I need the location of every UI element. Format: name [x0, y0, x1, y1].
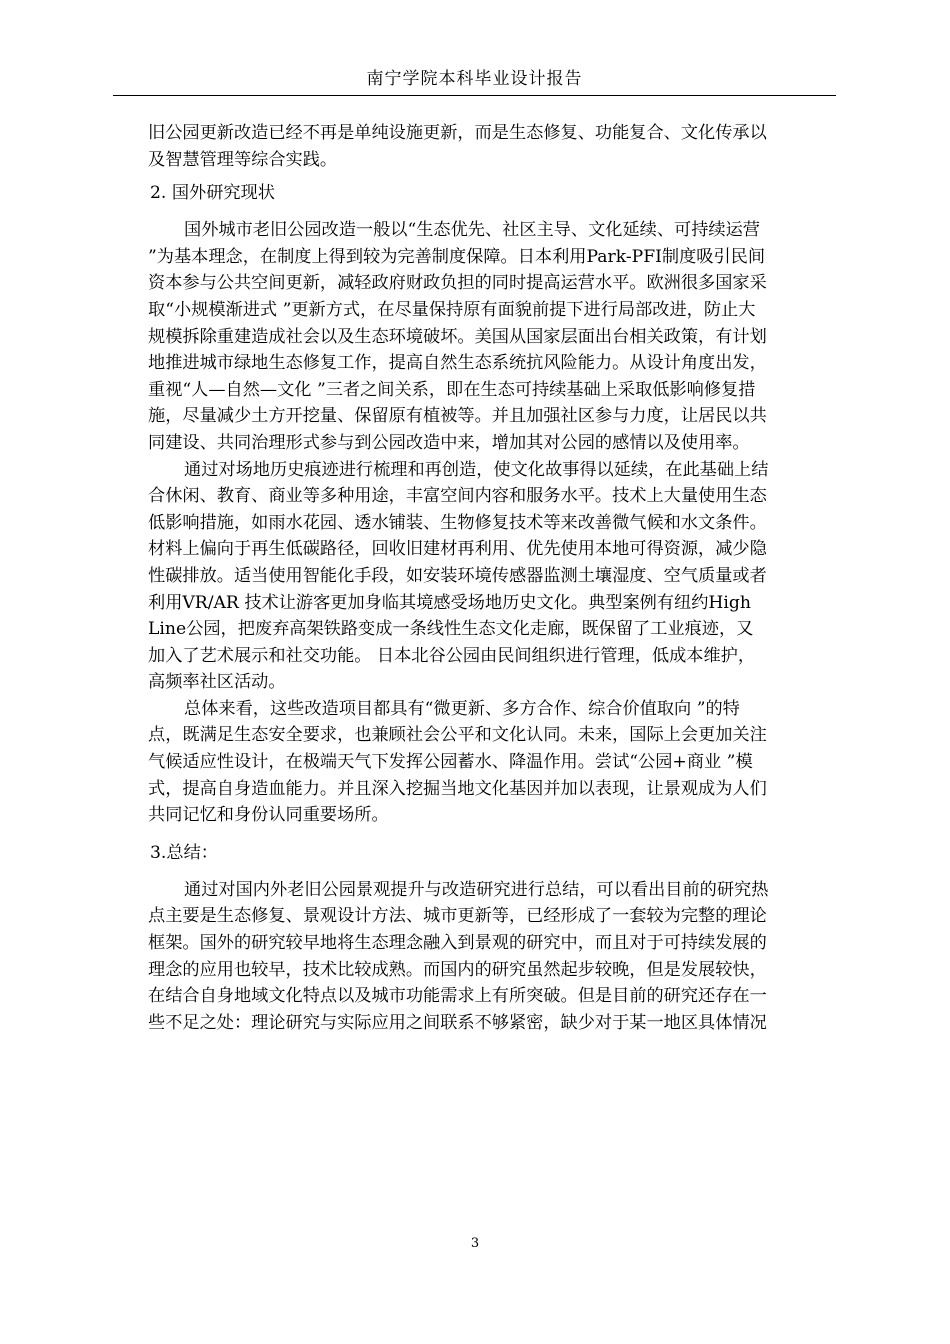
text-line: ”为基本理念，在制度上得到较为完善制度保障。日本利用Park-PFI制度吸引民间 — [148, 246, 766, 267]
text-line: 合休闲、教育、商业等多种用途，丰富空间内容和服务水平。技术上大量使用生态 — [148, 486, 767, 507]
text-line: 些不足之处：理论研究与实际应用之间联系不够紧密，缺少对于某一地区具体情况 — [148, 1012, 767, 1033]
text-line: 施，尽量减少土方开挖量、保留原有植被等。并且加强社区参与力度，让居民以共 — [148, 406, 767, 427]
text-line: 规模拆除重建造成社会以及生态环境破坏。美国从国家层面出台相关政策，有计划 — [148, 326, 767, 347]
section-heading-foreign-research: 2. 国外研究现状 — [150, 183, 275, 204]
text-line: 资本参与公共空间更新，减轻政府财政负担的同时提高运营水平。欧洲很多国家采 — [148, 273, 767, 294]
intro-paragraph — [148, 120, 848, 173]
text-line: 通过对场地历史痕迹进行梳理和再创造，使文化故事得以延续，在此基础上结 — [184, 459, 769, 480]
page-number: 3 — [470, 1236, 480, 1251]
text-line: 及智慧管理等综合实践。 — [148, 149, 338, 170]
text-line: 共同记忆和身份认同重要场所。 — [148, 805, 389, 826]
text-line: 加入了艺术展示和社交功能。 日本北谷公园由民间组织进行管理，低成本维护， — [148, 645, 756, 666]
text-line: 高频率社区活动。 — [148, 672, 286, 693]
text-line: 取“小规模渐进式 ”更新方式，在尽量保持原有面貌前提下进行局部改进，防止大 — [148, 299, 756, 320]
text-line: 式，提高自身造血能力。并且深入挖掘当地文化基因并加以表现，让景观成为人们 — [148, 778, 767, 799]
paragraph-foreign-summary — [148, 696, 848, 829]
text-line: 理念的应用也较早，技术比较成熟。而国内的研究虽然起步较晚，但是发展较快， — [148, 959, 767, 980]
text-line: 低影响措施，如雨水花园、透水铺装、生物修复技术等来改善微气候和水文条件。 — [148, 512, 767, 533]
text-line: 性碳排放。适当使用智能化手段，如安装环境传感器监测土壤湿度、空气质量或者 — [148, 565, 767, 586]
text-line: 通过对国内外老旧公园景观提升与改造研究进行总结，可以看出目前的研究热 — [184, 879, 769, 900]
text-line: 点，既满足生态安全要求，也兼顾社会公平和文化认同。未来，国际上会更加关注 — [148, 725, 767, 746]
text-line: 在结合自身地域文化特点以及城市功能需求上有所突破。但是目前的研究还存在一 — [148, 986, 767, 1007]
text-line: 同建设、共同治理形式参与到公园改造中来，增加其对公园的感情以及使用率。 — [148, 432, 750, 453]
page-header: 南宁学院本科毕业设计报告 — [113, 64, 836, 96]
text-line: 旧公园更新改造已经不再是单纯设施更新，而是生态修复、功能复合、文化传承以 — [148, 123, 767, 143]
text-line: 地推进城市绿地生态修复工作，提高自然生态系统抗风险能力。从设计角度出发， — [148, 353, 767, 374]
text-line: 气候适应性设计，在极端天气下发挥公园蓄水、降温作用。尝试“公园+商业 ”模 — [148, 752, 753, 773]
text-line: 国外城市老旧公园改造一般以“生态优先、社区主导、文化延续、可持续运营 — [184, 220, 760, 241]
section-heading-summary: 3.总结： — [150, 842, 218, 863]
text-line: 利用VR/AR 技术让游客更加身临其境感受场地历史文化。典型案例有纽约High — [148, 592, 751, 613]
text-line: 框架。国外的研究较早地将生态理念融入到景观的研究中，而且对于可持续发展的 — [148, 933, 767, 954]
text-line: 点主要是生态修复、景观设计方法、城市更新等，已经形成了一套较为完整的理论 — [148, 906, 767, 927]
paragraph-foreign-methods — [148, 457, 848, 696]
text-line: Line公园，把废弃高架铁路变成一条线性生态文化走廊，既保留了工业痕迹，又 — [148, 619, 754, 640]
paragraph-foreign-concepts — [148, 217, 848, 456]
text-line: 总体来看，这些改造项目都具有“微更新、多方合作、综合价值取向 ”的特 — [184, 698, 740, 719]
paragraph-summary — [148, 877, 848, 1037]
text-line: 重视“人—自然—文化 ”三者之间关系，即在生态可持续基础上采取低影响修复措 — [148, 379, 756, 400]
text-line: 材料上偏向于再生低碳路径，回收旧建材再利用、优先使用本地可得资源，减少隐 — [148, 539, 767, 560]
report-body — [148, 120, 848, 1036]
